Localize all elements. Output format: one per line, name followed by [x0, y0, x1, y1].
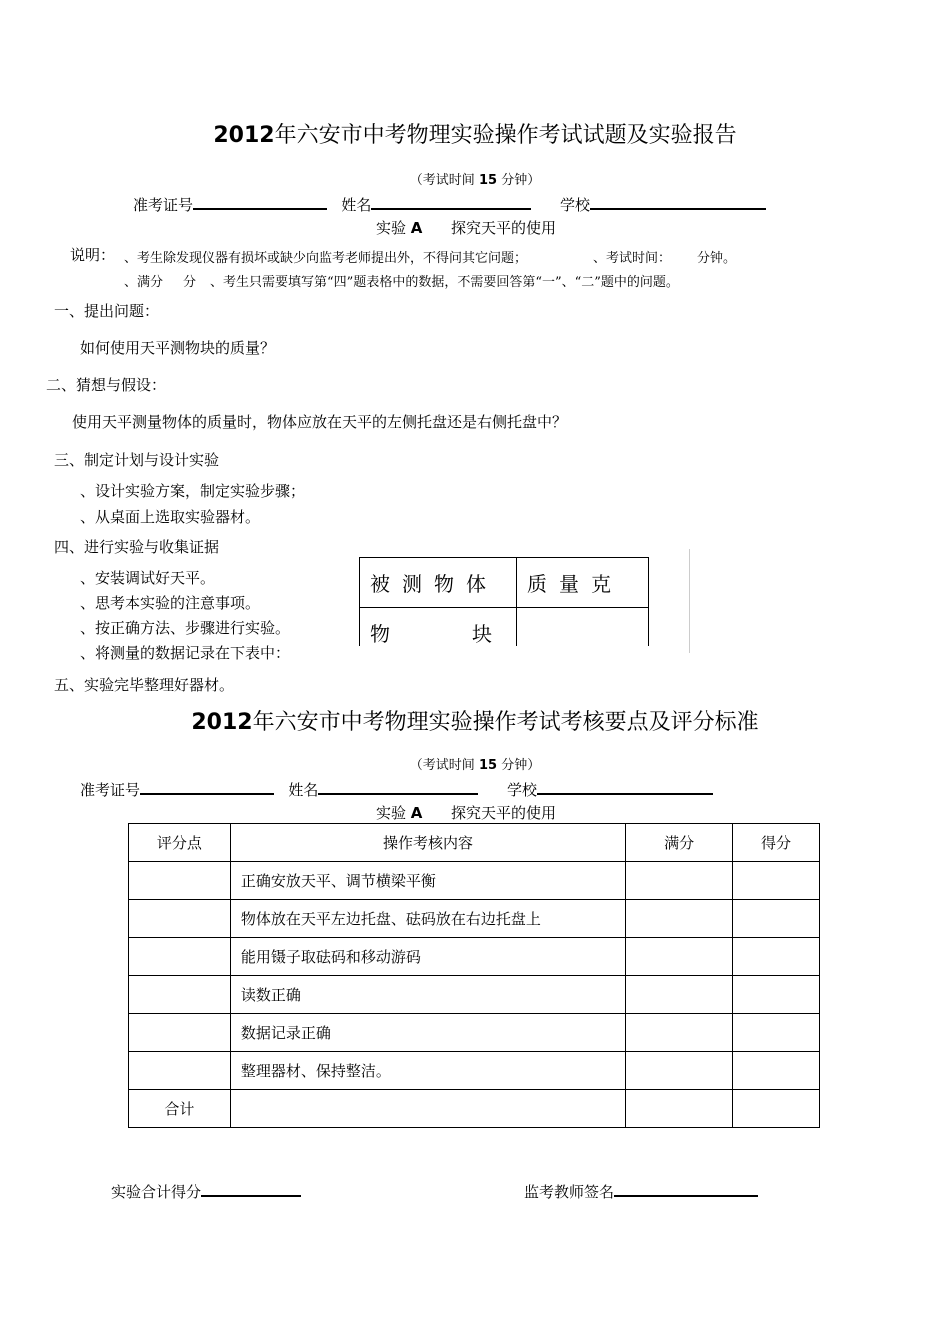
school-label: 学校 [559, 196, 590, 214]
total-score-blank[interactable] [201, 1179, 301, 1197]
full-score-cell[interactable] [626, 938, 733, 976]
table-row [129, 1014, 820, 1052]
school-blank[interactable] [590, 192, 766, 210]
scoring-fields-row [80, 777, 713, 800]
report-experiment-name: 实验 A 探究天平的使用 [376, 219, 557, 237]
note-line-2: 、满分 分 、考生只需要填写第“四”题表格中的数据，不需要回答第“一”、“二”题中的问题。 [124, 275, 679, 290]
row-content: 能用镊子取砝码和移动游码 [230, 938, 625, 976]
header-content: 操作考核内容 [230, 824, 625, 862]
scoring-table [128, 823, 820, 1128]
section-3-item: 、从桌面上选取实验器材。 [80, 508, 261, 526]
section-4-heading: 四、进行实验与收集证据 [54, 538, 220, 556]
table-row [129, 938, 820, 976]
section-4-item: 、思考本实验的注意事项。 [80, 594, 261, 612]
name-label: 姓名 [341, 196, 372, 214]
data-table-row-block: 物块 [370, 622, 574, 646]
score-cell[interactable] [733, 900, 820, 938]
table-row [129, 900, 820, 938]
scoring-title: 2012年六安市中考物理实验操作考试考核要点及评分标准 [191, 710, 759, 735]
full-score-cell[interactable] [626, 1052, 733, 1090]
table-header-row [129, 824, 820, 862]
header-score: 得分 [733, 824, 820, 862]
row-content: 数据记录正确 [230, 1014, 625, 1052]
score-cell[interactable] [733, 1052, 820, 1090]
header-point: 评分点 [129, 824, 231, 862]
score-cell[interactable] [733, 1014, 820, 1052]
data-table-header-mass: 质量克 [527, 572, 623, 596]
section-5-heading: 五、实验完毕整理好器材。 [54, 676, 235, 694]
report-fields-row [133, 192, 766, 215]
note-line-1: 、考生除发现仪器有损坏或缺少向监考老师提出外，不得问其它问题； 、考试时间： 分钟。 [124, 251, 737, 266]
footer-signature: 监考教师签名 [524, 1179, 758, 1202]
id-label: 准考证号 [133, 196, 194, 214]
row-content: 正确安放天平、调节横梁平衡 [230, 862, 625, 900]
id-blank[interactable] [140, 777, 274, 795]
divider [689, 549, 690, 653]
data-table-header-object: 被测物体 [370, 572, 498, 596]
section-2-heading: 二、猜想与假设： [46, 376, 167, 394]
section-3-heading: 三、制定计划与设计实验 [54, 451, 220, 469]
table-row [129, 976, 820, 1014]
report-title: 2012年六安市中考物理实验操作考试试题及实验报告 [213, 123, 737, 148]
section-4-item: 、安装调试好天平。 [80, 569, 216, 587]
section-2-text: 使用天平测量物体的质量时，物体应放在天平的左侧托盘还是右侧托盘中？ [72, 413, 568, 431]
score-cell[interactable] [733, 862, 820, 900]
total-score-cell[interactable] [733, 1090, 820, 1128]
name-label: 姓名 [288, 781, 319, 799]
table-row [129, 1052, 820, 1090]
section-3-item: 、设计实验方案，制定实验步骤； [80, 482, 306, 500]
row-content: 读数正确 [230, 976, 625, 1014]
data-table-mass-input[interactable] [517, 608, 648, 646]
data-record-table [359, 557, 649, 646]
row-content: 整理器材、保持整洁。 [230, 1052, 625, 1090]
row-content: 物体放在天平左边托盘、砝码放在右边托盘上 [230, 900, 625, 938]
school-label: 学校 [506, 781, 537, 799]
name-blank[interactable] [318, 777, 478, 795]
total-label: 合计 [129, 1090, 231, 1128]
footer-total-score: 实验合计得分 [111, 1179, 301, 1202]
score-cell[interactable] [733, 976, 820, 1014]
school-blank[interactable] [537, 777, 713, 795]
full-score-cell[interactable] [626, 1014, 733, 1052]
total-full-score-cell[interactable] [626, 1090, 733, 1128]
section-1-text: 如何使用天平测物块的质量？ [80, 339, 276, 357]
section-1-heading: 一、提出问题： [54, 302, 160, 320]
table-row [129, 862, 820, 900]
report-time-note: （考试时间 15 分钟） [409, 173, 541, 188]
header-full-score: 满分 [626, 824, 733, 862]
section-4-item: 、将测量的数据记录在下表中： [80, 644, 291, 662]
id-blank[interactable] [193, 192, 327, 210]
id-label: 准考证号 [80, 781, 141, 799]
full-score-cell[interactable] [626, 976, 733, 1014]
name-blank[interactable] [371, 192, 531, 210]
scoring-time-note: （考试时间 15 分钟） [409, 758, 541, 773]
section-4-item: 、按正确方法、步骤进行实验。 [80, 619, 291, 637]
table-total-row [129, 1090, 820, 1128]
note-label: 说明： [70, 246, 116, 264]
full-score-cell[interactable] [626, 862, 733, 900]
signature-blank[interactable] [614, 1179, 758, 1197]
full-score-cell[interactable] [626, 900, 733, 938]
score-cell[interactable] [733, 938, 820, 976]
scoring-experiment-name: 实验 A 探究天平的使用 [376, 804, 557, 822]
